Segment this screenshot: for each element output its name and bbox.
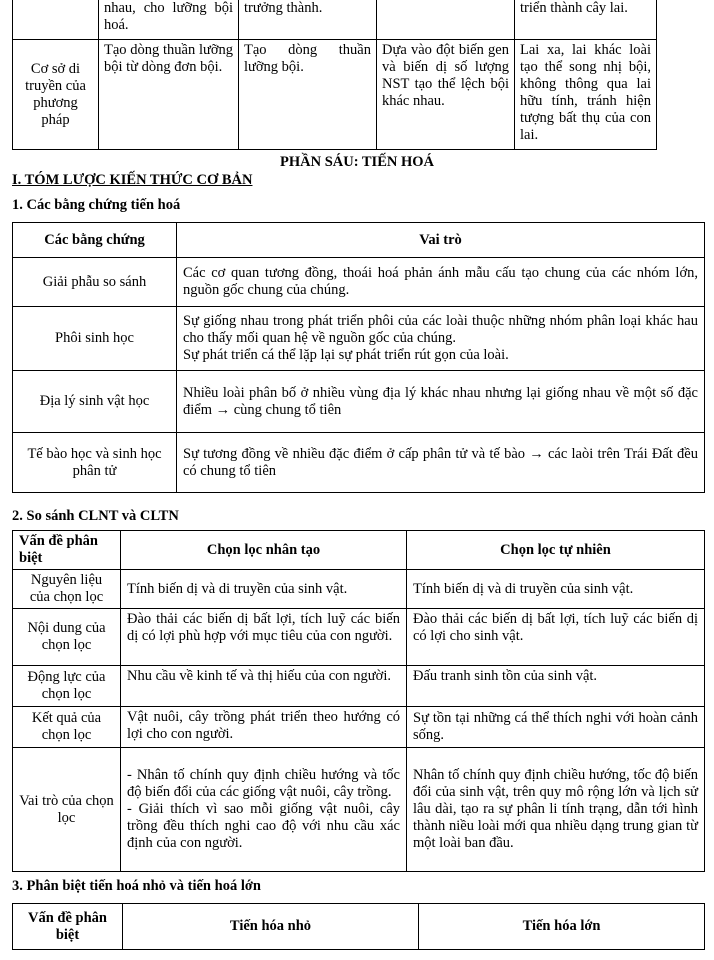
natural-cell: Đào thải các biến dị bất lợi, tích luỹ các biến dị có lợi cho sinh vật. bbox=[407, 609, 705, 666]
issue-cell: Kết quả của chọn lọc bbox=[13, 707, 121, 748]
table-row bbox=[13, 707, 705, 748]
evidence-role: Sự tương đồng về nhiều đặc điểm ở cấp phân tử và tế bào → các laòi trên Trái Đất đều có chung tổ tiên bbox=[177, 433, 705, 493]
column-header: Tiến hóa nhỏ bbox=[123, 904, 419, 950]
artificial-line: - Nhân tố chính quy định chiều hướng và tốc độ biến đổi của các giống vật nuôi, cây trồng. bbox=[127, 767, 400, 800]
issue-cell: Nguyên liệu của chọn lọc bbox=[13, 570, 121, 609]
sec2-title: 2. So sánh CLNT và CLTN bbox=[12, 508, 179, 524]
part-title: PHẦN SÁU: TIẾN HOÁ bbox=[279, 154, 434, 170]
artificial-cell: Nhu cầu về kinh tế và thị hiếu của con người. bbox=[121, 666, 407, 707]
column-header: Tiến hóa lớn bbox=[419, 904, 705, 950]
natural-cell: Nhân tố chính quy định chiều hướng, tốc độ biến đổi của sinh vật, trên quy mô rộng lớn và lịch sử lâu dài, tạo ra sự phân li tính trạng, dẫn tới hình thành niều loài mới qua nhiều dạng trung gian từ một loài ban đầu. bbox=[407, 748, 705, 872]
table-header-row bbox=[13, 904, 705, 950]
evidence-role: Nhiều loài phân bố ở nhiều vùng địa lý khác nhau nhưng lại giống nhau về một số đặc điểm → cùng chung tổ tiên bbox=[177, 371, 705, 433]
table-row bbox=[13, 307, 705, 371]
table-row bbox=[13, 570, 705, 609]
table-row bbox=[13, 371, 705, 433]
table-cell: Tạo dòng thuần lưỡng bội từ dòng đơn bội. bbox=[99, 40, 239, 150]
evidence-name: Tế bào học và sinh học phân tử bbox=[13, 433, 177, 493]
sec1-title: 1. Các bằng chứng tiến hoá bbox=[12, 197, 181, 213]
evidence-role: Các cơ quan tương đồng, thoái hoá phản ánh mẫu cấu tạo chung của các nhóm lớn, nguồn gốc chung của chúng. bbox=[177, 258, 705, 307]
table-header-row bbox=[13, 223, 705, 258]
column-header: Vấn đề phân biệt bbox=[13, 904, 123, 950]
column-header: Các bằng chứng bbox=[13, 223, 177, 258]
table-cell: Tạo dòng thuần lưỡng bội. bbox=[239, 40, 377, 150]
artificial-cell: Đào thải các biến dị bất lợi, tích luỹ các biến dị có lợi phù hợp với mục tiêu của con người. bbox=[121, 609, 407, 666]
column-header: Vấn đề phân biệt bbox=[13, 531, 121, 570]
row-label: Cơ sở di truyền của phương pháp bbox=[13, 40, 99, 150]
table-row bbox=[13, 0, 657, 40]
table-row bbox=[13, 666, 705, 707]
table-cell: Dựa vào đột biến gen và biến dị số lượng NST tạo thể lệch bội khác nhau. bbox=[377, 40, 515, 150]
artificial-line: - Giải thích vì sao mỗi giống vật nuôi, cây trồng đều thích nghi cao độ với nhu cầu xác định của con người. bbox=[127, 801, 400, 851]
evidence-name: Giải phẫu so sánh bbox=[13, 258, 177, 307]
table-row bbox=[13, 40, 657, 150]
sec3-title: 3. Phân biệt tiến hoá nhỏ và tiến hoá lớn bbox=[12, 878, 261, 894]
artificial-cell bbox=[121, 748, 407, 872]
table-cell: trưởng thành. bbox=[239, 0, 377, 40]
table-row bbox=[13, 433, 705, 493]
column-header: Chọn lọc tự nhiên bbox=[407, 531, 705, 570]
issue-cell: Động lực của chọn lọc bbox=[13, 666, 121, 707]
column-header: Chọn lọc nhân tạo bbox=[121, 531, 407, 570]
table-header-row bbox=[13, 531, 705, 570]
table-row bbox=[13, 258, 705, 307]
table-cell: nhau, cho lưỡng bội hoá. bbox=[99, 0, 239, 40]
evidence-role-line: Sự giống nhau trong phát triển phôi của các loài thuộc những nhóm phân loại khác hau cho thấy mối quan hệ về nguồn gốc của chúng. bbox=[183, 313, 698, 346]
section-title: I. TÓM LƯỢC KIẾN THỨC CƠ BẢN bbox=[12, 172, 253, 188]
evidence-table bbox=[12, 222, 705, 493]
table-cell: triển thành cây lai. bbox=[515, 0, 657, 40]
artificial-cell: Vật nuôi, cây trồng phát triển theo hướng có lợi cho con người. bbox=[121, 707, 407, 748]
evidence-role-line: Sự phát triển cá thể lặp lại sự phát triển rút gọn của loài. bbox=[183, 347, 509, 363]
table-cell bbox=[377, 0, 515, 40]
evidence-name: Địa lý sinh vật học bbox=[13, 371, 177, 433]
issue-cell: Nội dung của chọn lọc bbox=[13, 609, 121, 666]
column-header: Vai trò bbox=[177, 223, 705, 258]
natural-cell: Đấu tranh sinh tồn của sinh vật. bbox=[407, 666, 705, 707]
issue-cell: Vai trò của chọn lọc bbox=[13, 748, 121, 872]
evidence-role bbox=[177, 307, 705, 371]
evidence-name: Phôi sinh học bbox=[13, 307, 177, 371]
table-cell: Lai xa, lai khác loài tạo thể song nhị bội, không thông qua lai hữu tính, tránh hiện tượng bất thụ của con lai. bbox=[515, 40, 657, 150]
methods-table bbox=[12, 0, 657, 150]
evolution-table bbox=[12, 903, 705, 950]
table-row bbox=[13, 609, 705, 666]
natural-cell: Sự tồn tại những cá thể thích nghi với hoàn cảnh sống. bbox=[407, 707, 705, 748]
selection-table bbox=[12, 530, 705, 872]
table-cell bbox=[13, 0, 99, 40]
table-row bbox=[13, 748, 705, 872]
artificial-cell: Tính biến dị và di truyền của sinh vật. bbox=[121, 570, 407, 609]
natural-cell: Tính biến dị và di truyền của sinh vật. bbox=[407, 570, 705, 609]
